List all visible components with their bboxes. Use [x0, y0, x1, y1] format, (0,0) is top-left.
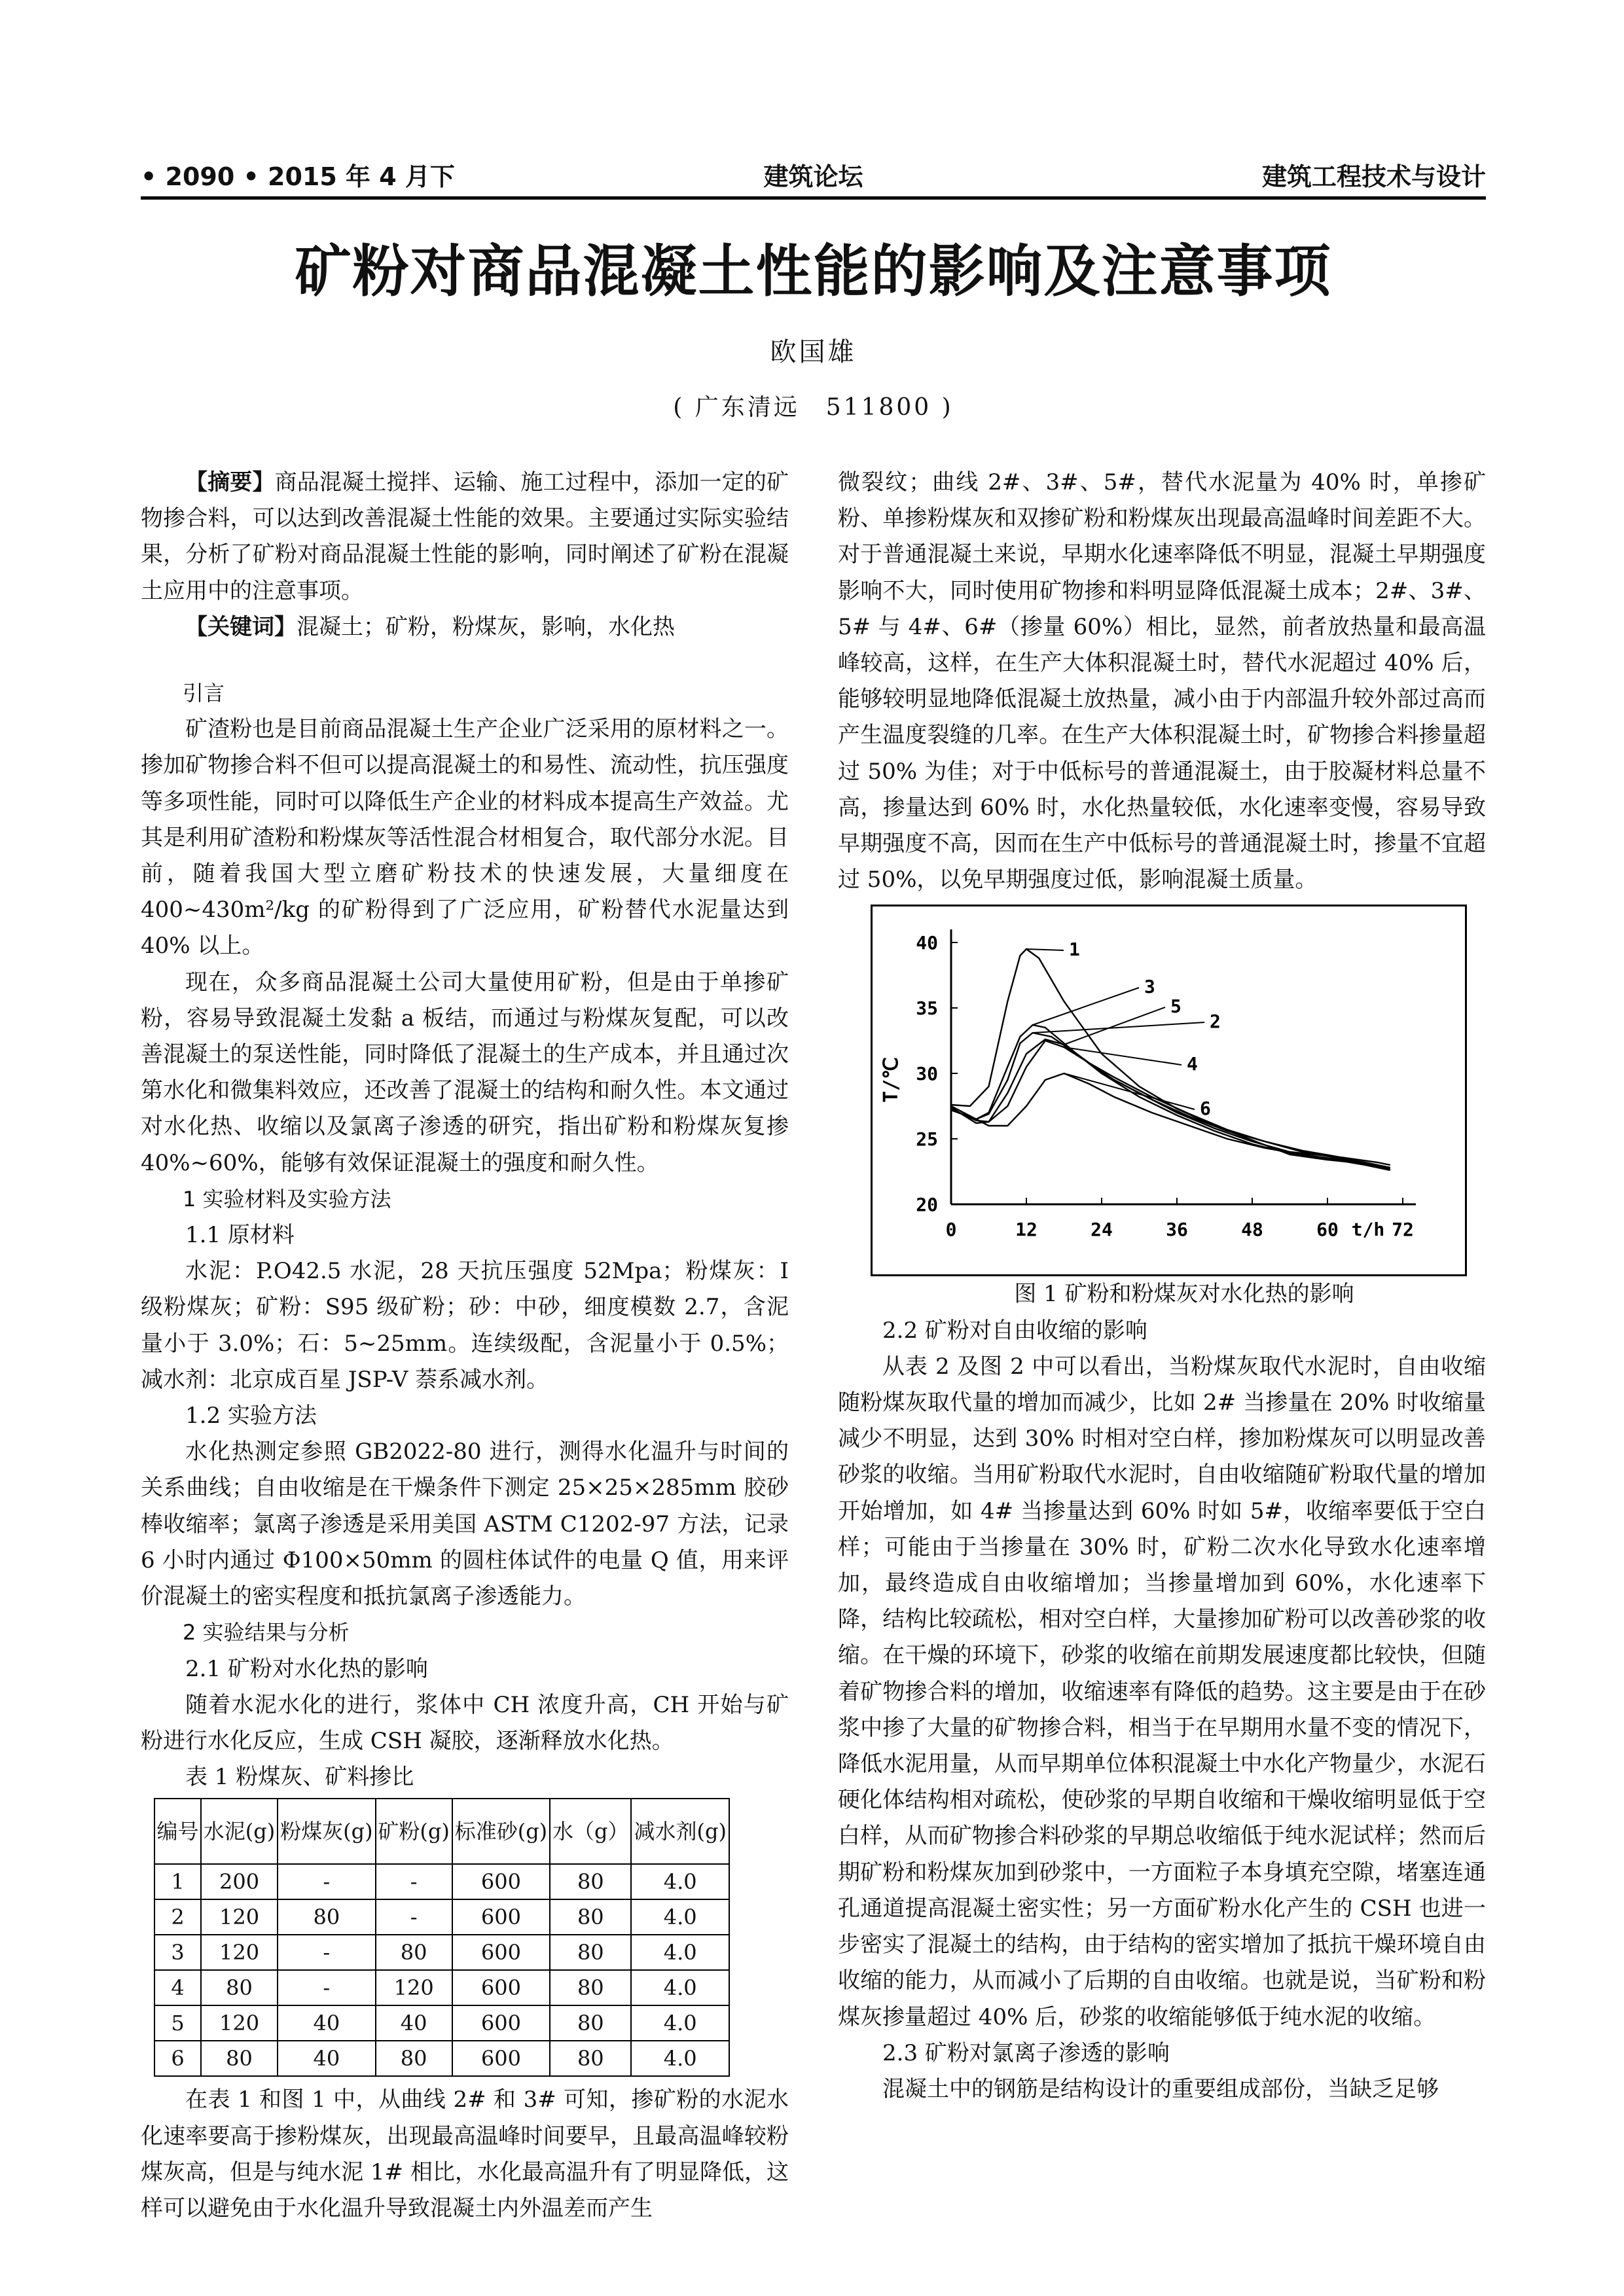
table-cell: 80 — [201, 1970, 278, 2005]
table-body — [154, 1864, 729, 2076]
table-cell: 600 — [452, 2005, 550, 2041]
table-cell: 80 — [550, 1935, 631, 1970]
table-cell: 2 — [154, 1899, 201, 1935]
header-column-name: 建筑论坛 — [763, 162, 863, 191]
section-1-heading: 1 实验材料及实验方法 — [183, 1186, 391, 1211]
table-cell: 40 — [376, 2005, 452, 2041]
table-1-caption: 表 1 粉煤灰、矿料掺比 — [185, 1764, 414, 1791]
series-1-line — [951, 949, 1390, 1169]
x-axis-label: t/h — [1351, 1219, 1385, 1241]
section-2-3-text: 混凝土中的钢筋是结构设计的重要组成部份，当缺乏足够 — [882, 2075, 1439, 2102]
section-2-2-heading: 2.2 矿粉对自由收缩的影响 — [882, 1317, 1147, 1344]
table-header-cell: 减水剂(g) — [631, 1799, 729, 1864]
table-cell: 4.0 — [631, 2041, 729, 2076]
table-cell: 600 — [452, 1935, 550, 1970]
table-cell: - — [376, 1864, 452, 1899]
running-header — [141, 160, 1486, 200]
table-cell: 4 — [154, 1970, 201, 2005]
table-cell: 40 — [278, 2005, 376, 2041]
table-row — [154, 2005, 729, 2041]
table-cell: 80 — [550, 1864, 631, 1899]
author: 欧国雄 — [770, 337, 857, 367]
table-cell: - — [376, 1899, 452, 1935]
keywords — [141, 609, 789, 645]
section-2-3-heading: 2.3 矿粉对氯离子渗透的影响 — [882, 2039, 1170, 2066]
table-cell: 1 — [154, 1864, 201, 1899]
y-tick-label: 40 — [916, 932, 938, 954]
table-cell: 120 — [201, 1935, 278, 1970]
series-4-leader — [1064, 1047, 1182, 1065]
header-rule — [141, 196, 1486, 200]
keywords-label: 【关键词】 — [185, 613, 297, 640]
table-cell: 200 — [201, 1864, 278, 1899]
intro-paragraph-1: 矿渣粉也是目前商品混凝土生产企业广泛采用的原材料之一。掺加矿物掺合料不但可以提高混凝土的和易性、流动性，抗压强度等多项性能，同时可以降低生产企业的材料成本提高生产效益。尤其是利用矿渣粉和粉煤灰等活性混合材相复合，取代部分水泥。目前，随着我国大型立磨矿粉技术的快速发展，大量细度在 400~430m²/kg 的矿粉得到了广泛应用，矿粉替代水泥量达到 40% 以上。 — [141, 716, 789, 960]
table-cell: 4.0 — [631, 1899, 729, 1935]
table-cell: 600 — [452, 1970, 550, 2005]
y-axis-label: T/℃ — [880, 1057, 903, 1103]
table-header-cell: 水泥(g) — [201, 1799, 278, 1864]
figure-1-caption: 图 1 矿粉和粉煤灰对水化热的影响 — [1014, 1281, 1354, 1308]
header-page-date: • 2090 • 2015 年 4 月下 — [141, 162, 455, 191]
table-cell: 80 — [376, 2041, 452, 2076]
table-cell: 80 — [550, 1970, 631, 2005]
series-5-label: 5 — [1170, 996, 1182, 1018]
hydration-heat-chart — [873, 906, 1465, 1274]
x-tick-label: 24 — [1091, 1219, 1113, 1241]
series-4-label: 4 — [1187, 1053, 1198, 1075]
section-1-2-text: 水化热测定参照 GB2022-80 进行，测得水化温升与时间的关系曲线；自由收缩是在干燥条件下测定 25×25×285mm 胶砂棒收缩率；氯离子渗透是采用美国 ASTM C1202-97 方法，记录 6 小时内通过 Φ100×50mm 的圆柱体试件的电量 Q 值，用来评价混凝土的密实程度和抵抗氯离子渗透能力。 — [141, 1439, 789, 1610]
table-cell: - — [278, 1864, 376, 1899]
table-header-cell: 标准砂(g) — [452, 1799, 550, 1864]
series-6-label: 6 — [1200, 1098, 1211, 1120]
figure-1 — [871, 905, 1467, 1276]
section-2-heading: 2 实验结果与分析 — [183, 1620, 350, 1645]
section-1-1-heading: 1.1 原材料 — [185, 1222, 295, 1249]
section-2-1-text-after-table: 在表 1 和图 1 中，从曲线 2# 和 3# 可知，掺矿粉的水泥水化速率要高于掺粉煤灰，出现最高温峰时间要早，且最高温峰较粉煤灰高，但是与纯水泥 1# 相比，水化最高温升有了明显降低，这样可以避免由于水化温升导致混凝土内外温差而产生 — [141, 2087, 789, 2221]
spacer — [141, 645, 789, 675]
x-tick-label: 36 — [1166, 1219, 1188, 1241]
table-cell: 4.0 — [631, 1935, 729, 1970]
table-cell: 4.0 — [631, 2005, 729, 2041]
section-2-1-text: 随着水泥水化的进行，浆体中 CH 浓度升高，CH 开始与矿粉进行水化反应，生成 CSH 凝胶，逐渐释放水化热。 — [141, 1691, 789, 1754]
section-2-2-text: 从表 2 及图 2 中可以看出，当粉煤灰取代水泥时，自由收缩随粉煤灰取代量的增加而减少，比如 2# 当掺量在 20% 时收缩量减少不明显，达到 30% 时相对空白样，掺加粉煤灰可以明显改善砂浆的收缩。当用矿粉取代水泥时，自由收缩随矿粉取代量的增加开始增加，如 4# 当掺量达到 60% 时如 5#，收缩率要低于空白样；可能由于当掺量在 30% 时，矿粉二次水化导致水化速率增加，最终造成自由收缩增加；当掺量增加到 60%，水化速率下降，结构比较疏松，相对空白样，大量掺加矿粉可以改善砂浆的收缩。在干燥的环境下，砂浆的收缩在前期发展速度都比较快，但随着矿物掺合料的增加，收缩速率有降低的趋势。这主要是由于在砂浆中掺了大量的矿物掺合料，相当于在早期用水量不变的情况下，降低水泥用量，从而早期单位体积混凝土中水化产物量少，水泥石硬化体结构相对疏松，使砂浆的早期自收缩和干燥收缩明显低于空白样，从而矿物掺合料砂浆的早期总收缩低于纯水泥试样；然而后期矿粉和粉煤灰加到砂浆中，一方面粒子本身填充空隙，堵塞连通孔通道提高混凝土密实性；另一方面矿粉水化产生的 CSH 也进一步密实了混凝土的结构，由于结构的密实增加了抵抗干燥环境自由收缩的能力，从而减小了后期的自由收缩。也就是说，当矿粉和粉煤灰掺量超过 40% 后，砂浆的收缩能够低于纯水泥的收缩。 — [838, 1353, 1486, 2030]
table-header-cell: 粉煤灰(g) — [278, 1799, 376, 1864]
table-cell: 120 — [376, 1970, 452, 2005]
table-cell: 600 — [452, 1864, 550, 1899]
table-cell: 600 — [452, 2041, 550, 2076]
table-cell: 5 — [154, 2005, 201, 2041]
series-2-line — [951, 1033, 1390, 1168]
table-row — [154, 1935, 729, 1970]
intro-paragraph-2: 现在，众多商品混凝土公司大量使用矿粉，但是由于单掺矿粉，容易导致混凝土发黏 a 板结，而通过与粉煤灰复配，可以改善混凝土的泵送性能，同时降低了混凝土的生产成本，并且通过次第水化和微集料效应，还改善了混凝土的结构和耐久性。本文通过对水化热、收缩以及氯离子渗透的研究，指出矿粉和粉煤灰复掺 40%~60%，能够有效保证混凝土的强度和耐久性。 — [141, 969, 789, 1176]
abstract — [141, 465, 789, 609]
y-tick-label: 20 — [916, 1194, 938, 1216]
table-cell: 4.0 — [631, 1864, 729, 1899]
table-cell: 80 — [278, 1899, 376, 1935]
table-cell: 80 — [376, 1935, 452, 1970]
table-header-cell: 编号 — [154, 1799, 201, 1864]
series-1-leader — [1026, 949, 1064, 950]
paper-title: 矿粉对商品混凝土性能的影响及注意事项 — [295, 238, 1332, 304]
table-cell: 4.0 — [631, 1970, 729, 2005]
table-cell: 600 — [452, 1899, 550, 1935]
table-cell: 40 — [278, 2041, 376, 2076]
table-1 — [154, 1798, 730, 2077]
series-3-label: 3 — [1144, 976, 1155, 998]
table-row — [154, 1899, 729, 1935]
section-2-1-text-continued: 微裂纹；曲线 2#、3#、5#，替代水泥量为 40% 时，单掺矿粉、单掺粉煤灰和双掺矿粉和粉煤灰出现最高温峰时间差距不大。对于普通混凝土来说，早期水化速率降低不明显，混凝土早期强度影响不大，同时使用矿物掺和料明显降低混凝土成本；2#、3#、5# 与 4#、6#（掺量 60%）相比，显然，前者放热量和最高温峰较高，这样，在生产大体积混凝土时，替代水泥超过 40% 后，能够较明显地降低混凝土放热量，减小由于内部温升较外部过高而产生温度裂缝的几率。在生产大体积混凝土时，矿物掺合料掺量超过 50% 为佳；对于中低标号的普通混凝土，由于胶凝材料总量不高，掺量达到 60% 时，水化热量较低，水化速率变慢，容易导致早期强度不高，因而在生产中低标号的普通混凝土时，掺量不宜超过 50%，以免早期强度过低，影响混凝土质量。 — [838, 469, 1486, 893]
header-journal-section: 建筑工程技术与设计 — [1261, 162, 1486, 191]
table-cell: 80 — [550, 1899, 631, 1935]
affiliation: ( 广东清远 511800 ) — [673, 394, 954, 421]
abstract-label: 【摘要】 — [185, 469, 275, 495]
table-header-row — [154, 1799, 729, 1864]
y-tick-label: 30 — [916, 1063, 938, 1085]
table-cell: 120 — [201, 2005, 278, 2041]
keywords-text: 混凝土；矿粉，粉煤灰，影响，水化热 — [297, 613, 675, 640]
x-tick-label: 60 — [1316, 1219, 1339, 1241]
x-tick-label: 48 — [1241, 1219, 1263, 1241]
table-cell: 6 — [154, 2041, 201, 2076]
x-tick-label: 0 — [945, 1219, 957, 1241]
series-2-label: 2 — [1210, 1011, 1221, 1033]
table-row — [154, 1864, 729, 1899]
table-cell: - — [278, 1970, 376, 2005]
series-1-label: 1 — [1069, 939, 1080, 961]
table-cell: 80 — [550, 2005, 631, 2041]
table-header-cell: 水（g） — [550, 1799, 631, 1864]
section-2-1-heading: 2.1 矿粉对水化热的影响 — [185, 1655, 428, 1682]
section-1-2-heading: 1.2 实验方法 — [185, 1403, 317, 1429]
series-3-line — [951, 1025, 1390, 1170]
table-cell: 80 — [201, 2041, 278, 2076]
right-column — [838, 465, 1486, 2108]
table-cell: - — [278, 1935, 376, 1970]
table-row — [154, 2041, 729, 2076]
table-cell: 120 — [201, 1899, 278, 1935]
abstract-text: 商品混凝土搅拌、运输、施工过程中，添加一定的矿物掺合料，可以达到改善混凝土性能的效果。主要通过实际实验结果，分析了矿粉对商品混凝土性能的影响，同时阐述了矿粉在混凝土应用中的注意事项。 — [141, 469, 789, 604]
table-header-cell: 矿粉(g) — [376, 1799, 452, 1864]
left-column — [141, 465, 789, 2227]
table-cell: 80 — [550, 2041, 631, 2076]
table-cell: 3 — [154, 1935, 201, 1970]
y-tick-label: 35 — [916, 997, 938, 1020]
table-row — [154, 1970, 729, 2005]
series-3-leader — [1033, 988, 1139, 1025]
section-1-1-text: 水泥：P.O42.5 水泥，28 天抗压强度 52Mpa；粉煤灰：I 级粉煤灰；矿粉：S95 级矿粉；砂：中砂，细度模数 2.7，含泥量小于 3.0%；石：5~25mm。连续级配，含泥量小于 0.5%；减水剂：北京成百星 JSP-V 萘系减水剂。 — [141, 1258, 789, 1393]
intro-heading: 引言 — [183, 681, 225, 706]
x-tick-label: 12 — [1015, 1219, 1038, 1241]
y-tick-label: 25 — [916, 1128, 938, 1151]
x-tick-label: 72 — [1392, 1219, 1414, 1241]
